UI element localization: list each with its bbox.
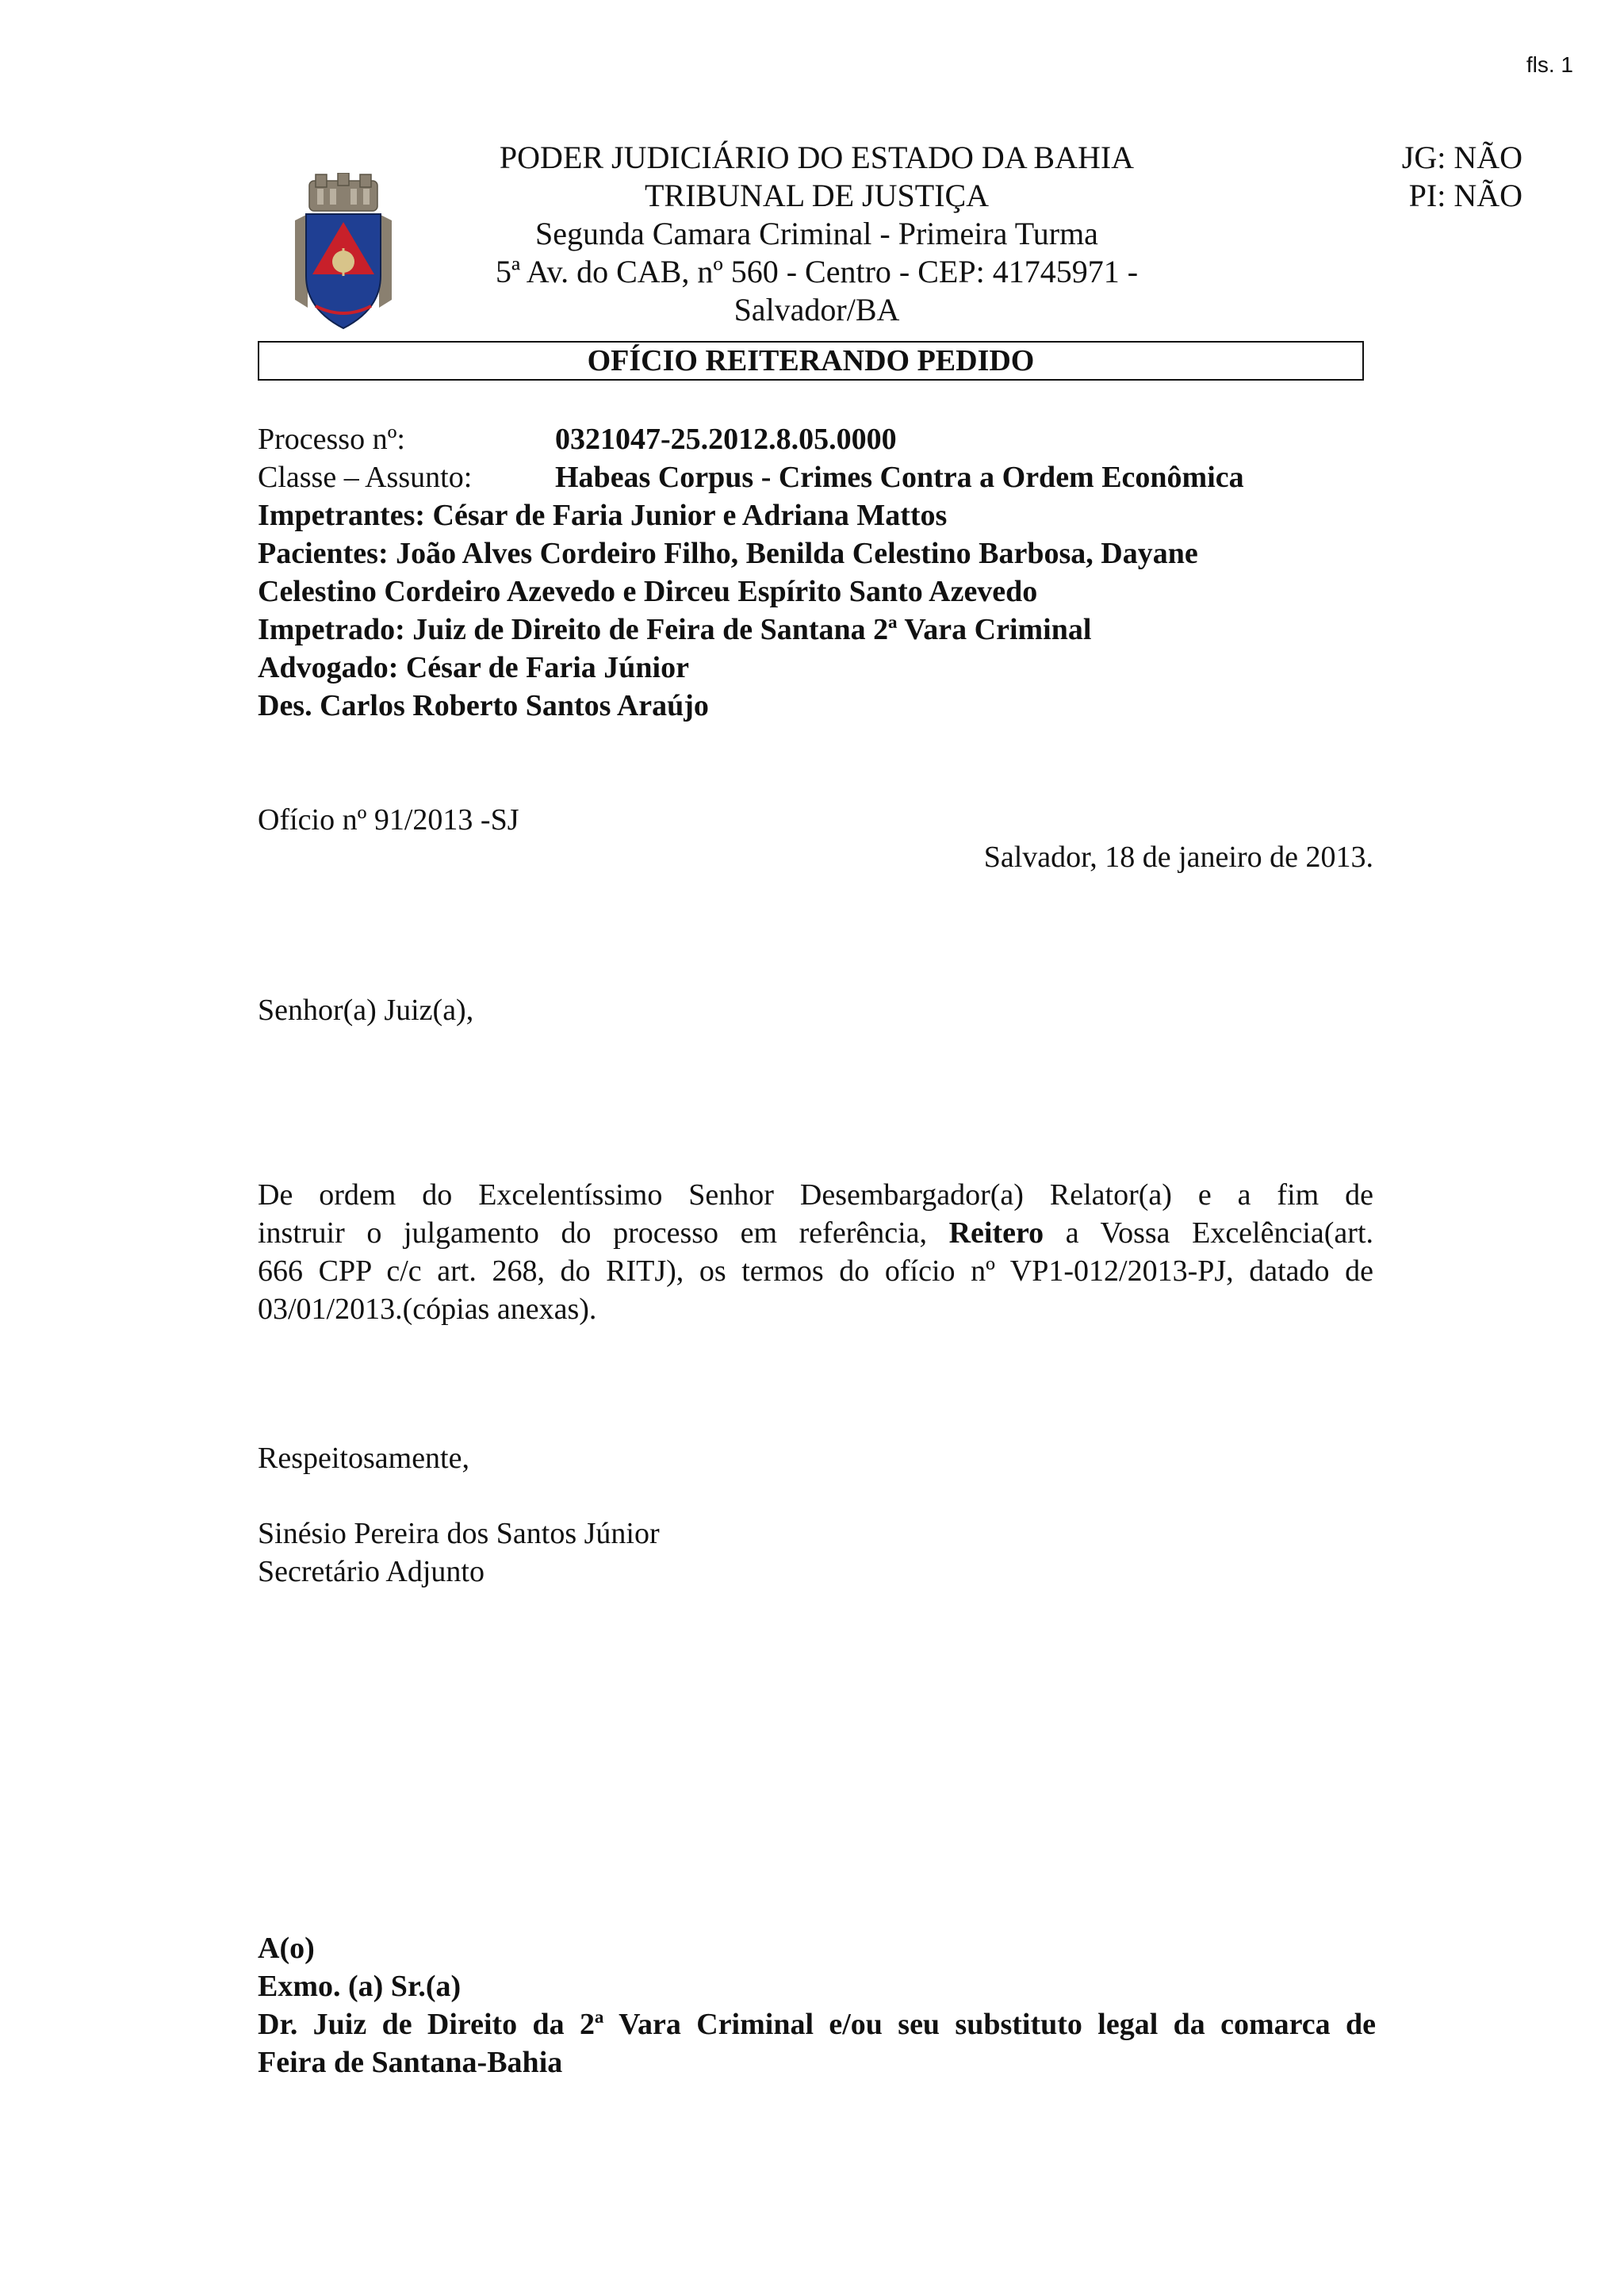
body-line-1: De ordem do Excelentíssimo Senhor Desembargador(a) Relator(a) e a fim de <box>258 1178 1373 1212</box>
signature-block <box>258 1515 660 1591</box>
coat-of-arms-icon <box>292 173 395 331</box>
processo-row <box>258 420 1384 458</box>
flag-pi: PI: NÃO <box>1408 178 1522 213</box>
signer-role: Secretário Adjunto <box>258 1555 485 1588</box>
document-title: OFÍCIO REITERANDO PEDIDO <box>258 341 1364 381</box>
impetrantes-line: Impetrantes: César de Faria Junior e Adriana Mattos <box>258 499 948 532</box>
recipient-block <box>258 1929 1376 2081</box>
page-marker: fls. 1 <box>1526 52 1573 77</box>
relator-line: Des. Carlos Roberto Santos Araújo <box>258 689 709 722</box>
body-line-2 <box>258 1214 1373 1252</box>
signer-name: Sinésio Pereira dos Santos Júnior <box>258 1517 660 1550</box>
process-flags <box>1348 139 1522 215</box>
body-line-4: 03/01/2013.(cópias anexas). <box>258 1293 597 1326</box>
closing: Respeitosamente, <box>258 1442 469 1475</box>
body-line-3: 666 CPP c/c art. 268, do RITJ), os termos do ofício nº VP1-012/2013-PJ, datado de <box>258 1254 1373 1288</box>
classe-row <box>258 458 1384 496</box>
court-header <box>444 139 1189 329</box>
recipient-line-3: Dr. Juiz de Direito da 2ª Vara Criminal e/ou seu substituto legal da comarca de <box>258 2008 1376 2041</box>
body-line-2-bold: Reitero <box>948 1216 1044 1250</box>
classe-label: Classe – Assunto: <box>258 461 473 494</box>
salutation: Senhor(a) Juiz(a), <box>258 994 474 1027</box>
recipient-line-1: A(o) <box>258 1932 315 1965</box>
oficio-number: Ofício nº 91/2013 -SJ <box>258 803 519 837</box>
impetrado-line: Impetrado: Juiz de Direito de Feira de Santana 2ª Vara Criminal <box>258 613 1092 646</box>
header-line-address: 5ª Av. do CAB, nº 560 - Centro - CEP: 41745971 - <box>495 254 1139 289</box>
recipient-line-2: Exmo. (a) Sr.(a) <box>258 1970 462 2003</box>
body-line-2-pre: instruir o julgamento do processo em referência, <box>258 1216 927 1250</box>
processo-value: 0321047-25.2012.8.05.0000 <box>555 423 897 456</box>
flag-jg: JG: NÃO <box>1401 140 1522 175</box>
pacientes-line-1: Pacientes: João Alves Cordeiro Filho, Benilda Celestino Barbosa, Dayane <box>258 537 1198 570</box>
header-line-chamber: Segunda Camara Criminal - Primeira Turma <box>535 216 1098 251</box>
case-metadata <box>258 420 1384 725</box>
header-line-tribunal: TRIBUNAL DE JUSTIÇA <box>644 178 990 213</box>
advogado-line: Advogado: César de Faria Júnior <box>258 651 689 684</box>
classe-value: Habeas Corpus - Crimes Contra a Ordem Econômica <box>555 461 1244 494</box>
processo-label: Processo nº: <box>258 423 405 456</box>
header-line-judiciary: PODER JUDICIÁRIO DO ESTADO DA BAHIA <box>499 140 1135 175</box>
date-line: Salvador, 18 de janeiro de 2013. <box>983 841 1373 874</box>
header-line-city: Salvador/BA <box>733 292 900 327</box>
body-line-2-post: a Vossa Excelência(art. <box>1065 1216 1373 1250</box>
recipient-line-4: Feira de Santana-Bahia <box>258 2046 563 2079</box>
pacientes-line-2: Celestino Cordeiro Azevedo e Dirceu Espírito Santo Azevedo <box>258 575 1038 608</box>
body-paragraph <box>258 1176 1373 1328</box>
